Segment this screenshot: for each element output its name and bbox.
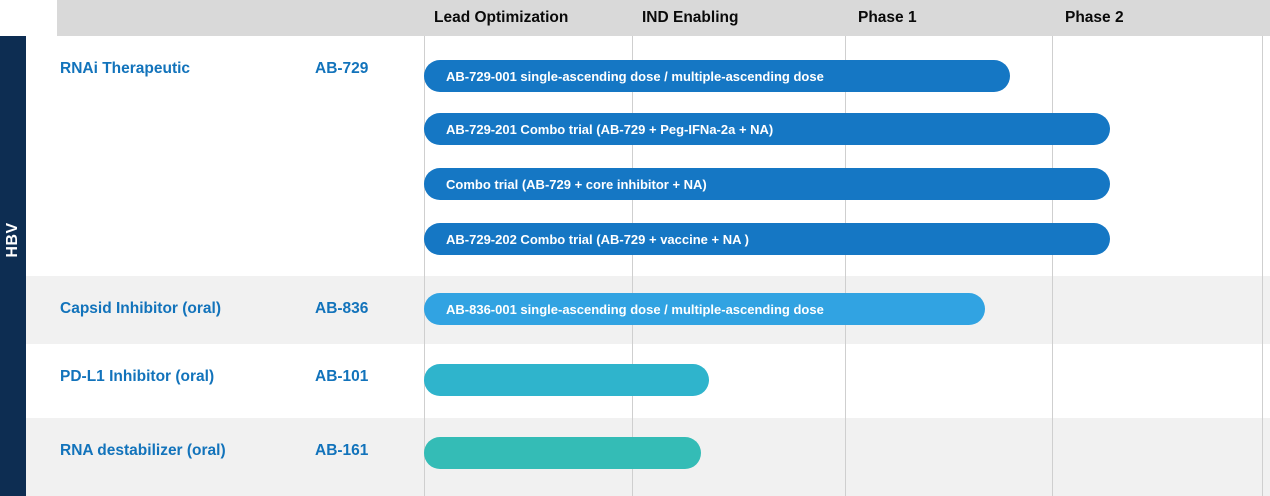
row-code-1: AB-729 <box>315 60 369 77</box>
row-code-4: AB-161 <box>315 442 369 459</box>
stage-header-2: IND Enabling <box>642 9 739 26</box>
program-bar: Combo trial (AB-729 + core inhibitor + NA) <box>424 168 1110 200</box>
row-name-1: RNAi Therapeutic <box>60 60 191 77</box>
row-name-3: PD-L1 Inhibitor (oral) <box>60 368 215 385</box>
stage-header-3: Phase 1 <box>858 9 917 26</box>
stage-gridline-1 <box>424 36 425 496</box>
row-code-3: AB-101 <box>315 368 369 385</box>
group-rail <box>0 36 26 496</box>
row-code-2: AB-836 <box>315 300 369 317</box>
stage-gridline-3 <box>845 36 846 496</box>
stage-header-4: Phase 2 <box>1065 9 1124 26</box>
program-bar: AB-729-201 Combo trial (AB-729 + Peg-IFNa-2a + NA) <box>424 113 1110 145</box>
stage-gridline-2 <box>632 36 633 496</box>
program-bar: AB-836-001 single-ascending dose / multiple-ascending dose <box>424 293 985 325</box>
row-name-4: RNA destabilizer (oral) <box>60 442 226 459</box>
program-bar: AB-729-202 Combo trial (AB-729 + vaccine + NA ) <box>424 223 1110 255</box>
program-bar <box>424 437 701 469</box>
stage-header-1: Lead Optimization <box>434 9 569 26</box>
program-bar <box>424 364 709 396</box>
stage-header-band <box>57 0 1270 36</box>
stage-gridline-5 <box>1262 36 1263 496</box>
row-name-2: Capsid Inhibitor (oral) <box>60 300 222 317</box>
stage-gridline-4 <box>1052 36 1053 496</box>
program-bar: AB-729-001 single-ascending dose / multiple-ascending dose <box>424 60 1010 92</box>
group-rail-label: HBV <box>4 222 21 258</box>
